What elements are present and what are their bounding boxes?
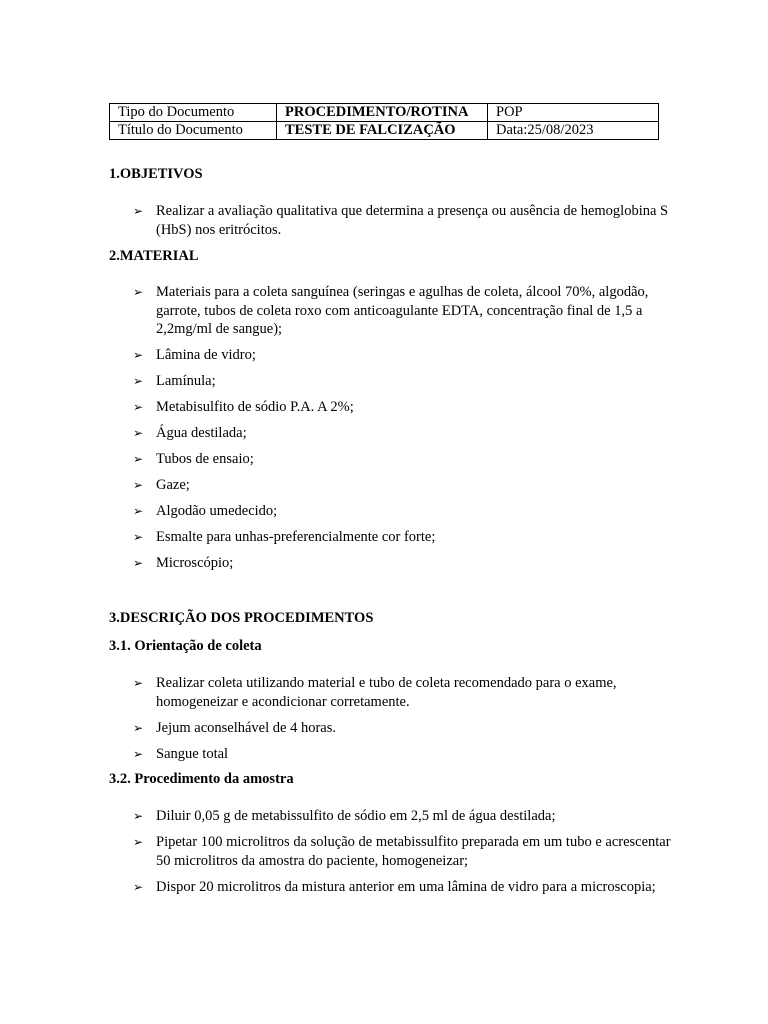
list-item xyxy=(132,398,672,417)
objetivos-list xyxy=(132,202,672,247)
arrow-bullet-icon: ➢ xyxy=(133,400,144,414)
section-title-procedimento: 3.2. Procedimento da amostra xyxy=(109,771,294,787)
arrow-bullet-icon: ➢ xyxy=(133,676,144,690)
list-item xyxy=(132,745,672,764)
list-item xyxy=(132,528,672,547)
arrow-bullet-icon: ➢ xyxy=(133,556,144,570)
document-header-table xyxy=(109,103,659,140)
list-item xyxy=(132,372,672,391)
arrow-bullet-icon: ➢ xyxy=(133,204,144,218)
arrow-bullet-icon: ➢ xyxy=(133,746,144,761)
arrow-bullet-icon: ➢ xyxy=(133,530,144,544)
section-title-descricao: 3.DESCRIÇÃO DOS PROCEDIMENTOS xyxy=(109,610,374,626)
arrow-bullet-icon: ➢ xyxy=(133,720,144,735)
list-item xyxy=(132,878,672,897)
list-item-text: Microscópio; xyxy=(156,555,234,571)
list-item xyxy=(132,450,672,469)
list-item xyxy=(132,424,672,443)
list-item-text: Pipetar 100 microlitros da solução de metabissulfito preparada em um tubo e acrescentar 50 microlitros da amostra do paciente, homogeneizar; xyxy=(156,834,671,869)
list-item xyxy=(132,476,672,495)
list-item-text: Realizar coleta utilizando material e tubo de coleta recomendado para o exame, homogeneizar e acondicionar corretamente. xyxy=(156,675,617,710)
list-item xyxy=(132,833,672,870)
header-row-type xyxy=(110,104,659,122)
list-item xyxy=(132,807,672,826)
list-item-text: Materiais para a coleta sanguínea (seringas e agulhas de coleta, álcool 70%, algodão, garrote, tubos de coleta roxo com anticoagulante EDTA, concentração final de 1,5 a 2,2mg/ml de sangue); xyxy=(156,284,649,337)
list-item-text: Jejum aconselhável de 4 horas. xyxy=(156,719,336,736)
doc-type-code: POP xyxy=(488,104,659,122)
arrow-bullet-icon: ➢ xyxy=(133,374,144,388)
list-item-text: Água destilada; xyxy=(156,425,247,441)
arrow-bullet-icon: ➢ xyxy=(133,348,144,362)
list-item-text: Lamínula; xyxy=(156,373,216,389)
arrow-bullet-icon: ➢ xyxy=(133,504,144,518)
list-item xyxy=(132,674,672,711)
list-item-text: Sangue total xyxy=(156,745,229,762)
list-item xyxy=(132,346,672,365)
arrow-bullet-icon: ➢ xyxy=(133,809,144,823)
material-list xyxy=(132,283,672,580)
list-item-text: Tubos de ensaio; xyxy=(156,451,254,467)
orientacao-list xyxy=(132,674,672,771)
header-row-title xyxy=(110,122,659,140)
list-item-text: Lâmina de vidro; xyxy=(156,347,256,363)
arrow-bullet-icon: ➢ xyxy=(133,285,144,299)
list-item xyxy=(132,502,672,521)
doc-date: Data:25/08/2023 xyxy=(488,122,659,140)
list-item-text: Esmalte para unhas-preferencialmente cor forte; xyxy=(156,529,436,545)
list-item xyxy=(132,719,672,738)
arrow-bullet-icon: ➢ xyxy=(133,452,144,466)
list-item-text: Diluir 0,05 g de metabissulfito de sódio em 2,5 ml de água destilada; xyxy=(156,808,556,824)
procedimento-list xyxy=(132,807,672,904)
arrow-bullet-icon: ➢ xyxy=(133,879,144,894)
doc-type-label: Tipo do Documento xyxy=(110,104,277,122)
section-title-material: 2.MATERIAL xyxy=(109,248,199,264)
list-item xyxy=(132,202,672,239)
list-item-text: Algodão umedecido; xyxy=(156,503,278,519)
list-item-text: Dispor 20 microlitros da mistura anterior em uma lâmina de vidro para a microscopia; xyxy=(156,878,656,895)
list-item-text: Metabisulfito de sódio P.A. A 2%; xyxy=(156,399,354,415)
doc-title-value: TESTE DE FALCIZAÇÃO xyxy=(277,122,488,140)
section-title-objetivos: 1.OBJETIVOS xyxy=(109,166,203,182)
arrow-bullet-icon: ➢ xyxy=(133,478,144,492)
doc-title-label: Título do Documento xyxy=(110,122,277,140)
section-title-orientacao: 3.1. Orientação de coleta xyxy=(109,638,262,654)
list-item xyxy=(132,283,672,339)
list-item-text: Gaze; xyxy=(156,477,190,493)
list-item-text: Realizar a avaliação qualitativa que determina a presença ou ausência de hemoglobina S (HbS) nos eritrócitos. xyxy=(156,203,669,238)
doc-type-value: PROCEDIMENTO/ROTINA xyxy=(277,104,488,122)
arrow-bullet-icon: ➢ xyxy=(133,426,144,440)
arrow-bullet-icon: ➢ xyxy=(133,835,144,849)
list-item xyxy=(132,554,672,573)
